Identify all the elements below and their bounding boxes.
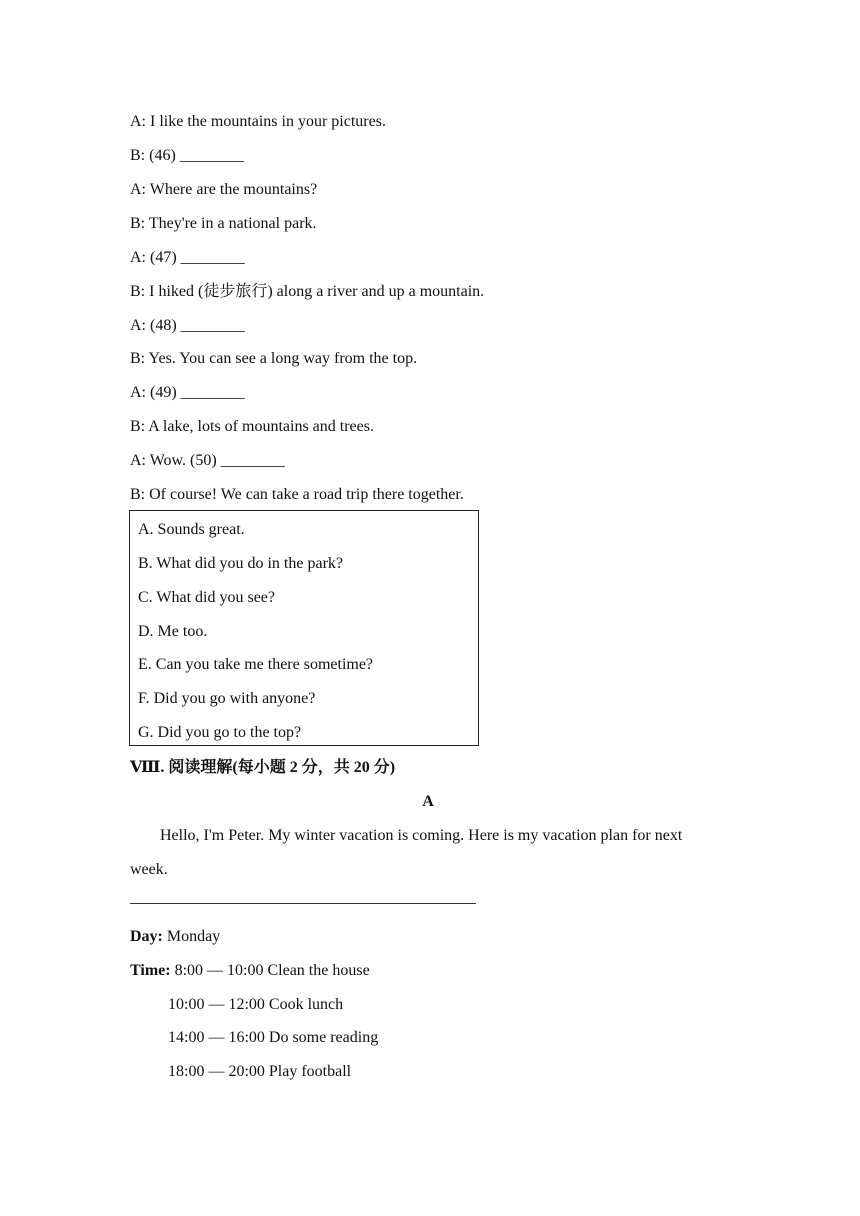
dialogue-line: A: (47) ________: [130, 249, 245, 266]
option-item: D. Me too.: [138, 623, 208, 640]
plan-time-row: [130, 961, 370, 981]
dialogue-line: B: Of course! We can take a road trip there together.: [130, 486, 464, 503]
passage-paragraph-line: Hello, I'm Peter. My winter vacation is coming. Here is my vacation plan for next: [160, 827, 683, 844]
option-item: F. Did you go with anyone?: [138, 690, 316, 707]
dialogue-line: A: Where are the mountains?: [130, 181, 318, 198]
dialogue-line: A: (49) ________: [130, 384, 245, 401]
option-item: G. Did you go to the top?: [138, 724, 302, 741]
option-item: C. What did you see?: [138, 589, 276, 606]
dialogue-line: A: (48) ________: [130, 317, 245, 334]
plan-time-label: Time:: [130, 962, 171, 979]
options-box: [129, 510, 479, 746]
plan-time-entry: 14:00 — 16:00 Do some reading: [168, 1029, 379, 1046]
passage-paragraph-line: week.: [130, 861, 168, 878]
dialogue-line: B: I hiked (徒步旅行) along a river and up a mountain.: [130, 283, 485, 300]
plan-day-value: Monday: [162, 928, 221, 945]
dialogue-line: B: (46) ________: [130, 147, 244, 164]
dialogue-line: B: A lake, lots of mountains and trees.: [130, 418, 374, 435]
plan-time-entry: 8:00 — 10:00 Clean the house: [170, 962, 370, 979]
dialogue-line: B: Yes. You can see a long way from the top.: [130, 350, 418, 367]
section-heading: Ⅷ. 阅读理解(每小题 2 分，共 20 分): [130, 759, 396, 776]
divider: [130, 903, 476, 904]
option-item: B. What did you do in the park?: [138, 555, 343, 572]
dialogue-line: A: I like the mountains in your pictures.: [130, 113, 386, 130]
passage-title: A: [422, 793, 434, 810]
option-item: A. Sounds great.: [138, 521, 245, 538]
dialogue-line: A: Wow. (50) ________: [130, 452, 285, 469]
dialogue-line: B: They're in a national park.: [130, 215, 317, 232]
option-item: E. Can you take me there sometime?: [138, 656, 374, 673]
plan-time-entry: 10:00 — 12:00 Cook lunch: [168, 996, 344, 1013]
plan-day-row: [130, 927, 220, 947]
plan-day-label: Day:: [130, 928, 163, 945]
plan-time-entry: 18:00 — 20:00 Play football: [168, 1063, 352, 1080]
